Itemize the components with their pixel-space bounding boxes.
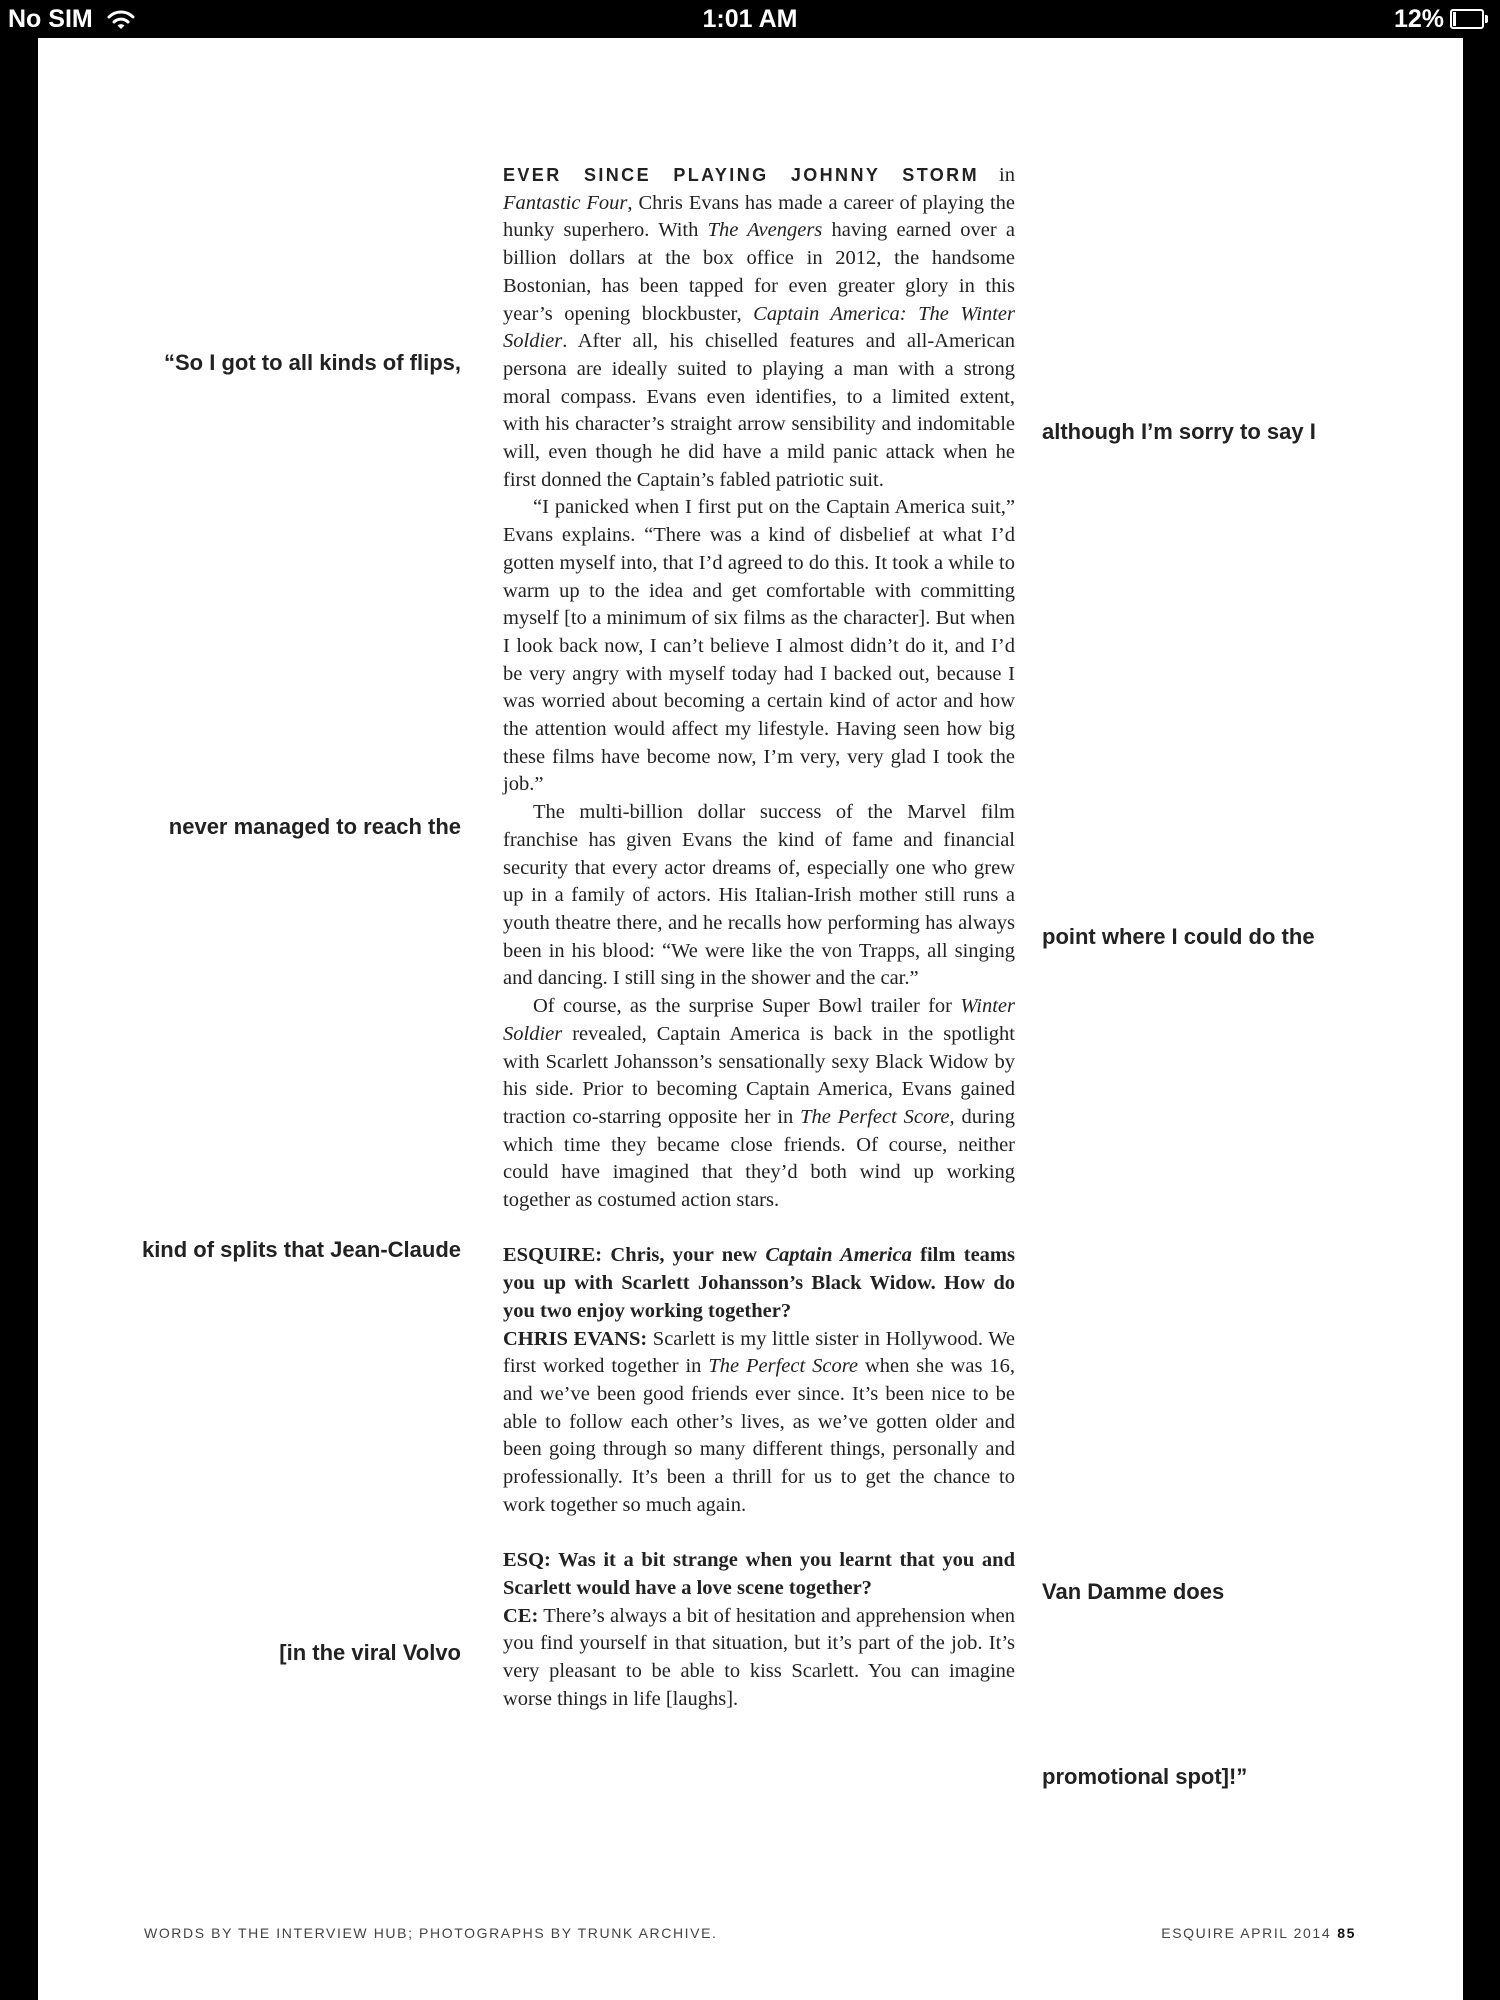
text-run: There’s always a bit of hesitation and apprehension when you find yourself in that situation, but it’s part of the job. It’s very pleasant to be able to kiss Scarlett. You can imagine worse things in life [laughs]. <box>503 1604 1015 1710</box>
lead-in: EVER SINCE PLAYING JOHNNY STORM <box>503 165 979 185</box>
italic-title: Captain America: The Winter Soldier <box>503 302 1015 353</box>
text-run: revealed, Captain America is back in the spotlight with Scarlett Johansson’s sensationally sexy Black Widow by his side. Prior to becoming Captain America, Evans gained traction co-starring opposite her in <box>503 1022 1015 1128</box>
battery-percent: 12% <box>1393 5 1444 33</box>
paragraph: “I panicked when I first put on the Captain America suit,” Evans explains. “There was a kind of disbelief at what I’d gotten myself into, that I’d agreed to do this. It took a while to warm up to the idea and get comfortable with committing myself [to a minimum of six films as the character]. But when I look back now, I can’t believe I almost didn’t do it, and I’d be very angry with myself today had I backed out, because I was worried about becoming a certain kind of actor and how the attention would affect my lifestyle. Having seen how big these films have become now, I’m very, very glad I took the job.” <box>503 496 1015 796</box>
text-run: having earned over a billion dollars at the box office in 2012, the handsome Bostonian, has been tapped for even greater glory in this year’s opening blockbuster, <box>503 219 1015 325</box>
italic-title: Captain America <box>765 1244 912 1267</box>
pull-quote-line: “So I got to all kinds of flips, <box>164 350 461 375</box>
text-run: Scarlett is my little sister in Hollywood. We first worked together in <box>503 1327 1015 1378</box>
paragraph: The multi-billion dollar success of the Marvel film franchise has given Evans the kind of fame and financial security that every actor dreams of, especially one who grew up in a family of actors. His Italian-Irish mother still runs a youth theatre there, and he recalls how performing has always been in his blood: “We were like the von Trapps, all singing and dancing. I still sing in the shower and the car.” <box>503 801 1015 990</box>
status-bar <box>0 0 1500 38</box>
status-bar-right <box>1394 5 1490 34</box>
interview-answer <box>503 1326 1015 1520</box>
page-number: 85 <box>1337 1925 1356 1941</box>
paragraph <box>503 162 1015 494</box>
pull-quote-line: kind of splits that Jean-Claude <box>141 1237 461 1262</box>
article-body <box>503 162 1015 1713</box>
pull-quote-line: [in the viral Volvo <box>279 1640 461 1665</box>
magazine-page <box>38 38 1463 2000</box>
text-run: , Chris Evans has made a career of playing the hunky superhero. With <box>503 191 1015 242</box>
speaker-label: CHRIS EVANS: <box>503 1327 648 1350</box>
text-run: . After all, his chiselled features and all-American persona are ideally suited to playing a man with a strong moral compass. Evans even identifies, to a limited extent, with his character’s straight arrow sensibility and indomitable will, even though he did have a mild panic attack when he first donned the Captain’s fabled patriotic suit. <box>503 330 1015 491</box>
pull-quote-line: never managed to reach the <box>168 814 461 839</box>
interview-question: ESQ: Was it a bit strange when you learnt that you and Scarlett would have a love scene together? <box>503 1549 1015 1599</box>
text-run: ESQUIRE: Chris, your new <box>503 1244 766 1267</box>
speaker-label: CE: <box>503 1604 539 1627</box>
italic-title: The Avengers <box>707 219 823 242</box>
italic-title: Winter Soldier <box>503 995 1015 1045</box>
issue-label: ESQUIRE APRIL 2014 <box>1161 1925 1332 1941</box>
interview-question <box>503 1242 1015 1325</box>
pull-quote-line: promotional spot]!” <box>1042 1764 1248 1789</box>
text-run: in <box>978 164 1015 186</box>
carrier-label: No SIM <box>8 5 93 33</box>
italic-title: The Perfect Score <box>708 1355 859 1378</box>
battery-icon <box>1450 9 1490 31</box>
text-run: Of course, as the surprise Super Bowl trailer for <box>533 995 961 1018</box>
pull-quote-line: although I’m sorry to say I <box>1042 419 1316 444</box>
clock: 1:01 AM <box>702 5 798 33</box>
pull-quote-line: Van Damme does <box>1042 1579 1225 1604</box>
photo-credits: WORDS BY THE INTERVIEW HUB; PHOTOGRAPHS BY TRUNK ARCHIVE. <box>144 1925 718 1941</box>
italic-title: The Perfect Score <box>800 1105 950 1128</box>
text-run: when she was 16, and we’ve been good friends ever since. It’s been nice to be able to follow each other’s lives, as we’ve gotten older and been going through so many different things, personally and professionally. It’s been a thrill for us to get the chance to work together so much again. <box>503 1355 1015 1516</box>
interview-answer <box>503 1603 1015 1714</box>
text-run: , during which time they became close friends. Of course, neither could have imagined that they’d both wind up working together as costumed action stars. <box>503 1105 1016 1212</box>
italic-title: Fantastic Four <box>503 191 628 214</box>
page-footer <box>1161 1925 1356 1941</box>
paragraph <box>503 993 1015 1215</box>
pull-quote-line: point where I could do the <box>1042 924 1315 949</box>
text-run: film teams you up with Scarlett Johansson’s Black Widow. How do you two enjoy working together? <box>503 1244 1015 1322</box>
